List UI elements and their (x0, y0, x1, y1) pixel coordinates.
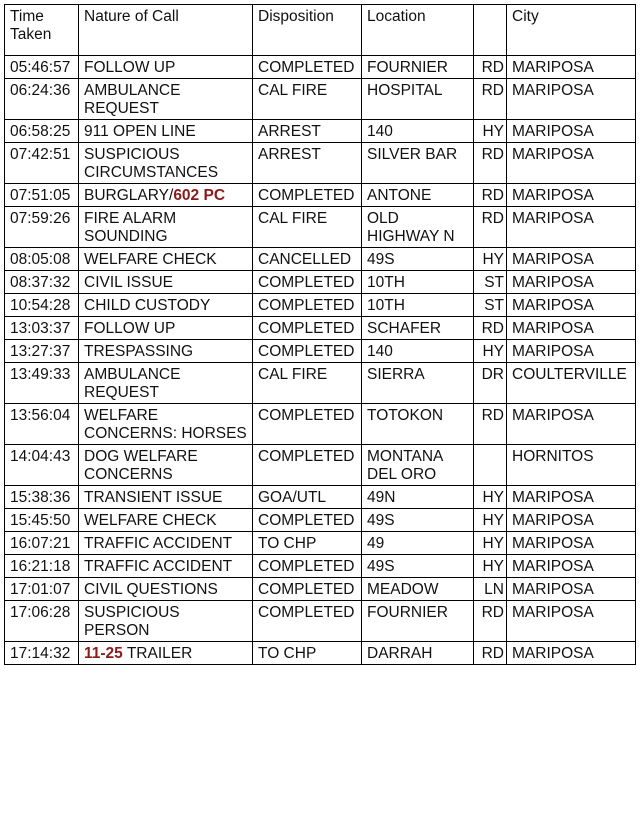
cell-street-suffix: RD (474, 317, 507, 340)
cell-disposition: COMPLETED (253, 184, 362, 207)
cell-street-suffix: RD (474, 404, 507, 445)
cell-disposition: GOA/UTL (253, 486, 362, 509)
cell-city: MARIPOSA (507, 79, 636, 120)
cell-time: 13:56:04 (5, 404, 79, 445)
cell-time: 10:54:28 (5, 294, 79, 317)
header-row (5, 5, 636, 56)
cell-disposition: COMPLETED (253, 445, 362, 486)
nature-text: BURGLARY/ (84, 187, 174, 204)
nature-text: TRAFFIC ACCIDENT (84, 535, 233, 552)
cell-nature (79, 143, 253, 184)
cell-disposition: CAL FIRE (253, 207, 362, 248)
table-row (5, 143, 636, 184)
cell-time: 07:59:26 (5, 207, 79, 248)
cell-location: DARRAH (362, 642, 474, 665)
cell-nature (79, 120, 253, 143)
column-header-suffix (474, 5, 507, 56)
nature-text: CIVIL QUESTIONS (84, 581, 218, 598)
nature-text: WELFARE CHECK (84, 512, 217, 529)
table-row (5, 271, 636, 294)
cell-disposition: COMPLETED (253, 271, 362, 294)
cell-city: MARIPOSA (507, 340, 636, 363)
cell-time: 13:49:33 (5, 363, 79, 404)
cell-city: MARIPOSA (507, 56, 636, 79)
cell-disposition: COMPLETED (253, 56, 362, 79)
cell-nature (79, 248, 253, 271)
cell-disposition: COMPLETED (253, 509, 362, 532)
cell-street-suffix: RD (474, 184, 507, 207)
nature-text: CIVIL ISSUE (84, 274, 174, 291)
cell-disposition: COMPLETED (253, 578, 362, 601)
table-row (5, 79, 636, 120)
cell-time: 07:42:51 (5, 143, 79, 184)
table-row (5, 445, 636, 486)
cell-time: 17:06:28 (5, 601, 79, 642)
column-header-disposition: Disposition (253, 5, 362, 56)
penal-code-highlight: 602 PC (173, 187, 226, 204)
table-row (5, 363, 636, 404)
cell-location: TOTOKON (362, 404, 474, 445)
table-row (5, 248, 636, 271)
cell-disposition: CANCELLED (253, 248, 362, 271)
cell-street-suffix: HY (474, 509, 507, 532)
nature-text: CHILD CUSTODY (84, 297, 211, 314)
cell-location: FOURNIER (362, 601, 474, 642)
cell-city: COULTERVILLE (507, 363, 636, 404)
cell-city: MARIPOSA (507, 601, 636, 642)
cell-city: MARIPOSA (507, 509, 636, 532)
cell-time: 15:38:36 (5, 486, 79, 509)
cell-nature (79, 363, 253, 404)
cell-location: 49 (362, 532, 474, 555)
cell-city: MARIPOSA (507, 271, 636, 294)
cell-nature (79, 340, 253, 363)
cell-city: MARIPOSA (507, 207, 636, 248)
cell-location: 10TH (362, 271, 474, 294)
cell-street-suffix: HY (474, 120, 507, 143)
cell-time: 15:45:50 (5, 509, 79, 532)
cell-street-suffix: RD (474, 56, 507, 79)
cell-location: 49S (362, 509, 474, 532)
table-row (5, 486, 636, 509)
cell-time: 06:58:25 (5, 120, 79, 143)
cell-location: OLD HIGHWAY N (362, 207, 474, 248)
cell-nature (79, 184, 253, 207)
cell-disposition: ARREST (253, 120, 362, 143)
table-row (5, 184, 636, 207)
nature-text: 911 OPEN LINE (84, 123, 196, 140)
nature-text: FOLLOW UP (84, 59, 176, 76)
cell-nature (79, 601, 253, 642)
cell-nature (79, 294, 253, 317)
cell-street-suffix: HY (474, 555, 507, 578)
cell-disposition: COMPLETED (253, 404, 362, 445)
cell-location: MONTANA DEL ORO (362, 445, 474, 486)
cell-disposition: COMPLETED (253, 294, 362, 317)
cell-street-suffix: RD (474, 207, 507, 248)
penal-code-highlight: 11-25 (84, 645, 123, 662)
cell-location: 49S (362, 248, 474, 271)
cell-disposition: COMPLETED (253, 601, 362, 642)
cell-city: MARIPOSA (507, 294, 636, 317)
cell-nature (79, 79, 253, 120)
table-row (5, 578, 636, 601)
cell-disposition: TO CHP (253, 642, 362, 665)
cell-city: MARIPOSA (507, 317, 636, 340)
cell-street-suffix: ST (474, 271, 507, 294)
cell-nature (79, 509, 253, 532)
cell-nature (79, 555, 253, 578)
cell-street-suffix (474, 445, 507, 486)
cell-location: 49S (362, 555, 474, 578)
cell-nature (79, 56, 253, 79)
table-row (5, 509, 636, 532)
cell-nature (79, 532, 253, 555)
table-row (5, 601, 636, 642)
column-header-city: City (507, 5, 636, 56)
column-header-location: Location (362, 5, 474, 56)
cell-time: 08:05:08 (5, 248, 79, 271)
table-row (5, 294, 636, 317)
cell-nature (79, 486, 253, 509)
cell-location: 140 (362, 340, 474, 363)
cell-location: SIERRA (362, 363, 474, 404)
cell-location: 49N (362, 486, 474, 509)
cell-city: MARIPOSA (507, 143, 636, 184)
table-row (5, 642, 636, 665)
table-row (5, 404, 636, 445)
cell-street-suffix: HY (474, 248, 507, 271)
cell-disposition: COMPLETED (253, 340, 362, 363)
nature-text: TRESPASSING (84, 343, 194, 360)
cell-time: 17:14:32 (5, 642, 79, 665)
cell-time: 16:07:21 (5, 532, 79, 555)
table-row (5, 120, 636, 143)
cell-nature (79, 317, 253, 340)
table-row (5, 317, 636, 340)
cell-street-suffix: RD (474, 601, 507, 642)
cell-time: 05:46:57 (5, 56, 79, 79)
cell-city: MARIPOSA (507, 532, 636, 555)
cell-disposition: ARREST (253, 143, 362, 184)
cell-street-suffix: HY (474, 340, 507, 363)
cell-street-suffix: HY (474, 486, 507, 509)
cell-street-suffix: RD (474, 79, 507, 120)
nature-text: FIRE ALARM SOUNDING (84, 210, 177, 245)
cell-location: ANTONE (362, 184, 474, 207)
cell-location: MEADOW (362, 578, 474, 601)
cell-time: 13:27:37 (5, 340, 79, 363)
cell-nature (79, 404, 253, 445)
cell-city: MARIPOSA (507, 404, 636, 445)
cell-time: 08:37:32 (5, 271, 79, 294)
cell-time: 14:04:43 (5, 445, 79, 486)
cell-location: SILVER BAR (362, 143, 474, 184)
table-row (5, 207, 636, 248)
table-row (5, 555, 636, 578)
cell-city: MARIPOSA (507, 578, 636, 601)
nature-text: SUSPICIOUS PERSON (84, 604, 180, 639)
cell-street-suffix: HY (474, 532, 507, 555)
table-row (5, 532, 636, 555)
cell-location: 10TH (362, 294, 474, 317)
cell-city: HORNITOS (507, 445, 636, 486)
cell-time: 07:51:05 (5, 184, 79, 207)
nature-text: SUSPICIOUS CIRCUMSTANCES (84, 146, 219, 181)
cell-disposition: CAL FIRE (253, 79, 362, 120)
cell-city: MARIPOSA (507, 248, 636, 271)
table-row (5, 340, 636, 363)
cell-nature (79, 445, 253, 486)
cell-street-suffix: DR (474, 363, 507, 404)
cell-disposition: TO CHP (253, 532, 362, 555)
cell-location: 140 (362, 120, 474, 143)
cell-nature (79, 642, 253, 665)
nature-text: WELFARE CONCERNS: HORSES (84, 407, 247, 442)
column-header-nature: Nature of Call (79, 5, 253, 56)
cell-nature (79, 271, 253, 294)
cell-city: MARIPOSA (507, 184, 636, 207)
cell-disposition: COMPLETED (253, 555, 362, 578)
nature-text: DOG WELFARE CONCERNS (84, 448, 198, 483)
nature-text: WELFARE CHECK (84, 251, 217, 268)
cell-city: MARIPOSA (507, 642, 636, 665)
column-header-time: Time Taken (5, 5, 79, 56)
cell-time: 06:24:36 (5, 79, 79, 120)
cell-time: 16:21:18 (5, 555, 79, 578)
call-log-table (4, 4, 636, 665)
cell-street-suffix: ST (474, 294, 507, 317)
cell-disposition: COMPLETED (253, 317, 362, 340)
cell-city: MARIPOSA (507, 120, 636, 143)
cell-location: SCHAFER (362, 317, 474, 340)
nature-text: TRANSIENT ISSUE (84, 489, 223, 506)
cell-city: MARIPOSA (507, 486, 636, 509)
cell-time: 13:03:37 (5, 317, 79, 340)
cell-disposition: CAL FIRE (253, 363, 362, 404)
cell-nature (79, 207, 253, 248)
cell-street-suffix: LN (474, 578, 507, 601)
nature-text: AMBULANCE REQUEST (84, 82, 181, 117)
table-row (5, 56, 636, 79)
cell-nature (79, 578, 253, 601)
cell-time: 17:01:07 (5, 578, 79, 601)
cell-street-suffix: RD (474, 143, 507, 184)
cell-street-suffix: RD (474, 642, 507, 665)
nature-text: FOLLOW UP (84, 320, 176, 337)
nature-text: TRAFFIC ACCIDENT (84, 558, 233, 575)
cell-location: FOURNIER (362, 56, 474, 79)
nature-text: AMBULANCE REQUEST (84, 366, 181, 401)
cell-location: HOSPITAL (362, 79, 474, 120)
cell-city: MARIPOSA (507, 555, 636, 578)
nature-text-after: TRAILER (122, 645, 193, 662)
